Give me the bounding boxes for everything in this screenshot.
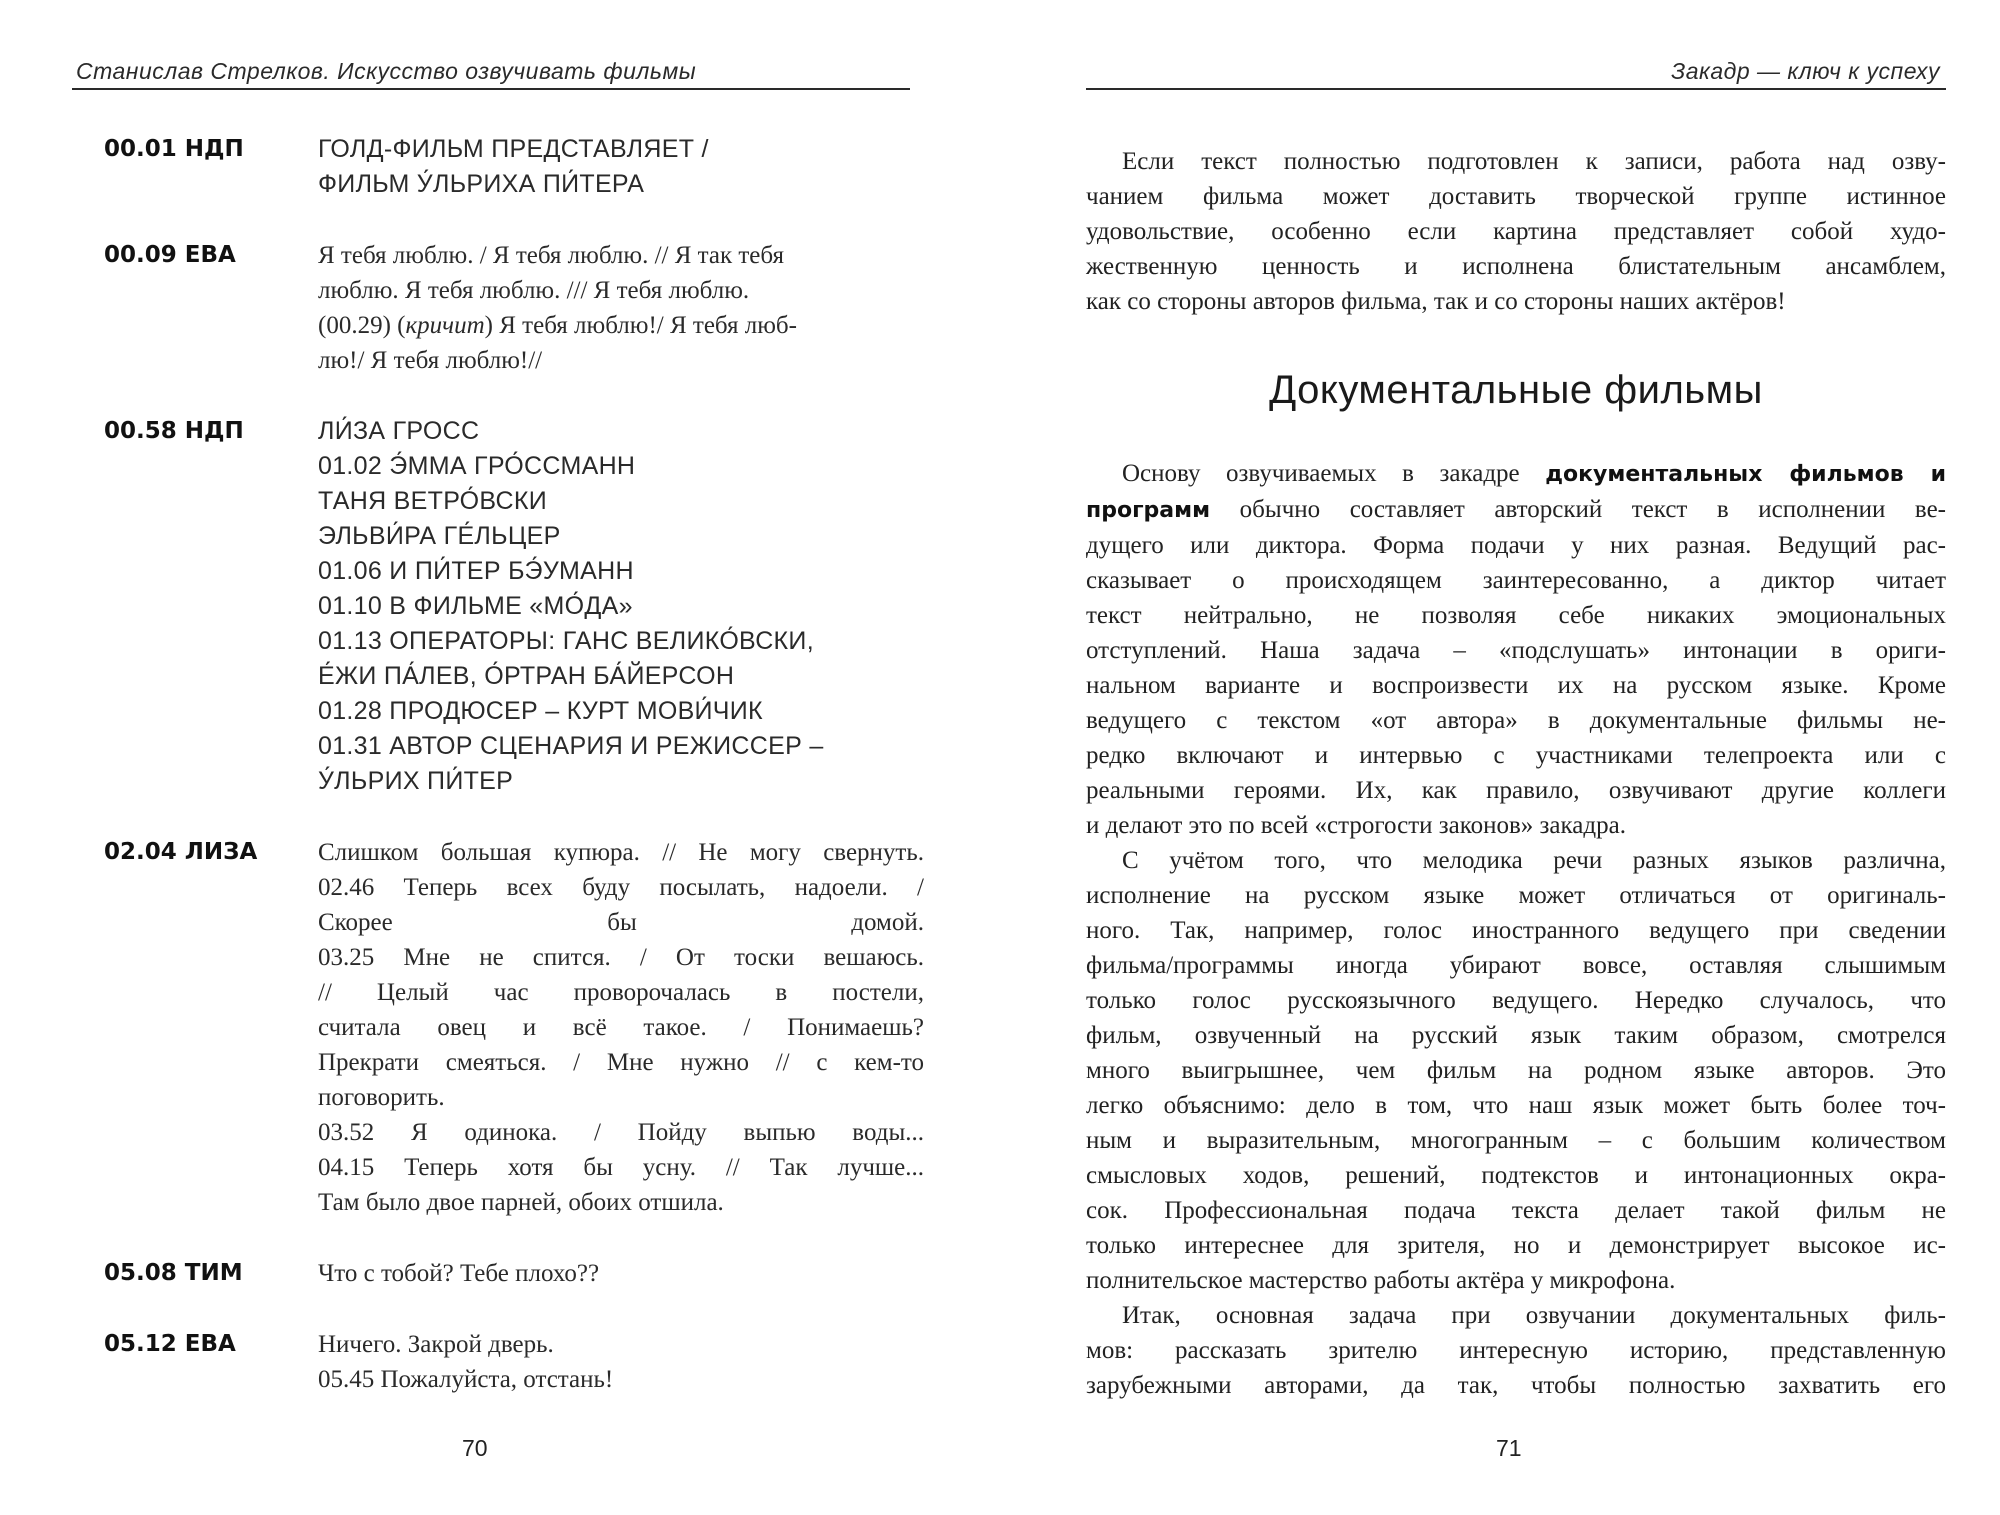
p1-line: текст нейтрально, не позволяя себе никаких эмоциональных <box>1086 602 1946 629</box>
page-number-right: 71 <box>1496 1435 1522 1461</box>
p2-line: только интереснее для зрителя, но и демонстрирует высокое ис- <box>1086 1232 1946 1259</box>
script-line: 02.46 Теперь всех буду посылать, надоели. / <box>318 874 924 901</box>
script-line: ФИЛЬМ У́ЛЬРИХА ПИ́ТЕРА <box>318 170 645 198</box>
timecode-speaker: 00.01 НДП <box>104 136 244 162</box>
p1-line: и делают это по всей «строгости законов» закадра. <box>1086 812 1626 839</box>
script-line: Я тебя люблю. / Я тебя люблю. // Я так тебя <box>318 242 784 269</box>
header-rule-left <box>72 88 910 90</box>
script-line: Е́ЖИ ПА́ЛЕВ, О́РТРАН БА́ЙЕРСОН <box>318 662 735 690</box>
p2-line: ным и выразительным, многогранным – с большим количеством <box>1086 1127 1946 1154</box>
paragraph-2 <box>1086 843 1946 1298</box>
header-rule-right <box>1086 88 1946 90</box>
bold-term: документальных фильмов и <box>1545 462 1947 487</box>
script-line: лю!/ Я тебя люблю!// <box>318 347 543 374</box>
script-line: // Целый час проворочалась в постели, <box>318 979 924 1006</box>
script-line: Ничего. Закрой дверь. <box>318 1331 554 1358</box>
script-lines <box>318 835 924 1220</box>
script-line: поговорить. <box>318 1084 445 1111</box>
body-paragraphs <box>1086 456 1946 1403</box>
script-line: Скорее бы домой. <box>318 909 924 936</box>
right-page <box>1000 0 2000 1515</box>
intro-line: чанием фильма может доставить творческой группе истинное <box>1086 183 1946 210</box>
script-line: считала овец и всё такое. / Понимаешь? <box>318 1014 924 1041</box>
script-line: ГОЛД-ФИЛЬМ ПРЕДСТАВЛЯЕТ / <box>318 135 709 163</box>
intro-line: как со стороны авторов фильма, так и со стороны наших актёров! <box>1086 288 1786 315</box>
script-line: ТАНЯ ВЕТРО́ВСКИ <box>318 487 547 515</box>
script-entry <box>104 835 924 1220</box>
running-head-right: Закадр — ключ к успеху <box>1671 58 1940 84</box>
script-entry <box>104 414 924 799</box>
p1-line: редко включают и интервью с участниками телепроекта или с <box>1086 742 1946 769</box>
p1-line: дущего или диктора. Форма подачи у них разная. Ведущий рас- <box>1086 532 1946 559</box>
intro-paragraph <box>1086 144 1946 319</box>
script-line: ЭЛЬВИ́РА ГЕ́ЛЬЦЕР <box>318 522 561 550</box>
p2-line: сок. Профессиональная подача текста делает такой фильм не <box>1086 1197 1946 1224</box>
intro-line: жественную ценность и исполнена блистательным ансамблем, <box>1086 253 1946 280</box>
script-line: 01.10 В ФИЛЬМЕ «МО́ДА» <box>318 592 633 620</box>
p2-line: С учётом того, что мелодика речи разных языков различна, <box>1122 847 1946 874</box>
script-line: 03.52 Я одинока. / Пойду выпью воды... <box>318 1119 924 1146</box>
intro-line: удовольствие, особенно если картина представляет собой худо- <box>1086 218 1946 245</box>
script-line: 01.28 ПРОДЮСЕР – КУРТ МОВИ́ЧИК <box>318 697 763 725</box>
page-number-left: 70 <box>462 1435 488 1461</box>
script-entry <box>104 132 924 202</box>
p1-line: нальном варианте и воспроизвести их на русском языке. Кроме <box>1086 672 1946 699</box>
p1-line: сказывает о происходящем заинтересованно, а диктор читает <box>1086 567 1946 594</box>
paragraph-1 <box>1086 456 1946 843</box>
script-line: люблю. Я тебя люблю. /// Я тебя люблю. <box>318 277 750 304</box>
timecode-speaker: 05.08 ТИМ <box>104 1260 243 1286</box>
timecode-speaker: 00.58 НДП <box>104 418 244 444</box>
p1-line: ведущего с текстом «от автора» в документальные фильмы не- <box>1086 707 1946 734</box>
timecode-speaker: 02.04 ЛИЗА <box>104 839 258 865</box>
script-line: 01.13 ОПЕРАТОРЫ: ГАНС ВЕЛИКО́ВСКИ, <box>318 627 814 655</box>
p1-line: отступлений. Наша задача – «подслушать» интонации в ориги- <box>1086 637 1946 664</box>
bold-term: программ <box>1086 498 1211 523</box>
timecode-speaker: 00.09 ЕВА <box>104 242 236 268</box>
p3-line: Итак, основная задача при озвучании документальных филь- <box>1122 1302 1946 1329</box>
script-lines <box>318 132 924 202</box>
p3-line: зарубежными авторами, да так, чтобы полностью захватить его <box>1086 1372 1946 1399</box>
p2-line: фильма/программы иногда убирают вовсе, оставляя слышимым <box>1086 952 1946 979</box>
p2-line: фильм, озвученный на русский язык таким образом, смотрелся <box>1086 1022 1946 1049</box>
script-line: 04.15 Теперь хотя бы усну. // Так лучше... <box>318 1154 924 1181</box>
script-line: У́ЛЬРИХ ПИ́ТЕР <box>318 767 514 795</box>
p3-line: мов: рассказать зрителю интересную историю, представленную <box>1086 1337 1946 1364</box>
script-line: Что с тобой? Тебе плохо?? <box>318 1260 600 1287</box>
timecode-speaker: 05.12 ЕВА <box>104 1331 236 1357</box>
p1-line: реальными героями. Их, как правило, озвучивают другие коллеги <box>1086 777 1946 804</box>
script-lines <box>318 1256 924 1291</box>
script-lines <box>318 1327 924 1397</box>
p2-line: много выигрышнее, чем фильм на родном языке авторов. Это <box>1086 1057 1946 1084</box>
script-line: 03.25 Мне не спится. / От тоски вешаюсь. <box>318 944 924 971</box>
script-line: Слишком большая купюра. // Не могу свернуть. <box>318 839 924 866</box>
p2-line: полнительское мастерство работы актёра у микрофона. <box>1086 1267 1676 1294</box>
paragraph-1-line: программ обычно составляет авторский текст в исполнении ве- <box>1086 496 1946 523</box>
intro-line: Если текст полностью подготовлен к записи, работа над озву- <box>1122 148 1946 175</box>
paragraph-1-line: Основу озвучиваемых в закадре документальных фильмов и <box>1122 460 1947 487</box>
p2-line: смысловых ходов, решений, подтекстов и интонационных окра- <box>1086 1162 1946 1189</box>
section-heading: Документальные фильмы <box>1269 368 1763 412</box>
p2-line: ного. Так, например, голос иностранного ведущего при сведении <box>1086 917 1946 944</box>
running-head-left: Станислав Стрелков. Искусство озвучивать фильмы <box>76 58 697 84</box>
script-line: 05.45 Пожалуйста, отстань! <box>318 1366 614 1393</box>
paragraph-3 <box>1086 1298 1946 1403</box>
script-line: Там было двое парней, обоих отшила. <box>318 1189 724 1216</box>
script-line: ЛИ́ЗА ГРОСС <box>318 417 480 445</box>
script-line: 01.02 Э́ММА ГРО́ССМАНН <box>318 452 636 480</box>
script-entry <box>104 1256 924 1291</box>
p2-line: легко объяснимо: дело в том, что наш язык может быть более точ- <box>1086 1092 1946 1119</box>
script-entry <box>104 1327 924 1397</box>
p2-line: исполнение на русском языке может отличаться от оригиналь- <box>1086 882 1946 909</box>
p2-line: только голос русскоязычного ведущего. Нередко случалось, что <box>1086 987 1946 1014</box>
script-line: Прекрати смеяться. / Мне нужно // с кем-то <box>318 1049 924 1076</box>
script-entry <box>104 238 924 378</box>
script-lines <box>318 238 924 378</box>
script-line: (00.29) (кричит) Я тебя люблю!/ Я тебя люб- <box>318 312 797 339</box>
script-line: 01.31 АВТОР СЦЕНАРИЯ И РЕЖИССЕР – <box>318 732 824 760</box>
script-lines <box>318 414 924 799</box>
dubbing-script <box>104 132 924 1433</box>
script-line: 01.06 И ПИ́ТЕР БЭ́УМАНН <box>318 557 634 585</box>
